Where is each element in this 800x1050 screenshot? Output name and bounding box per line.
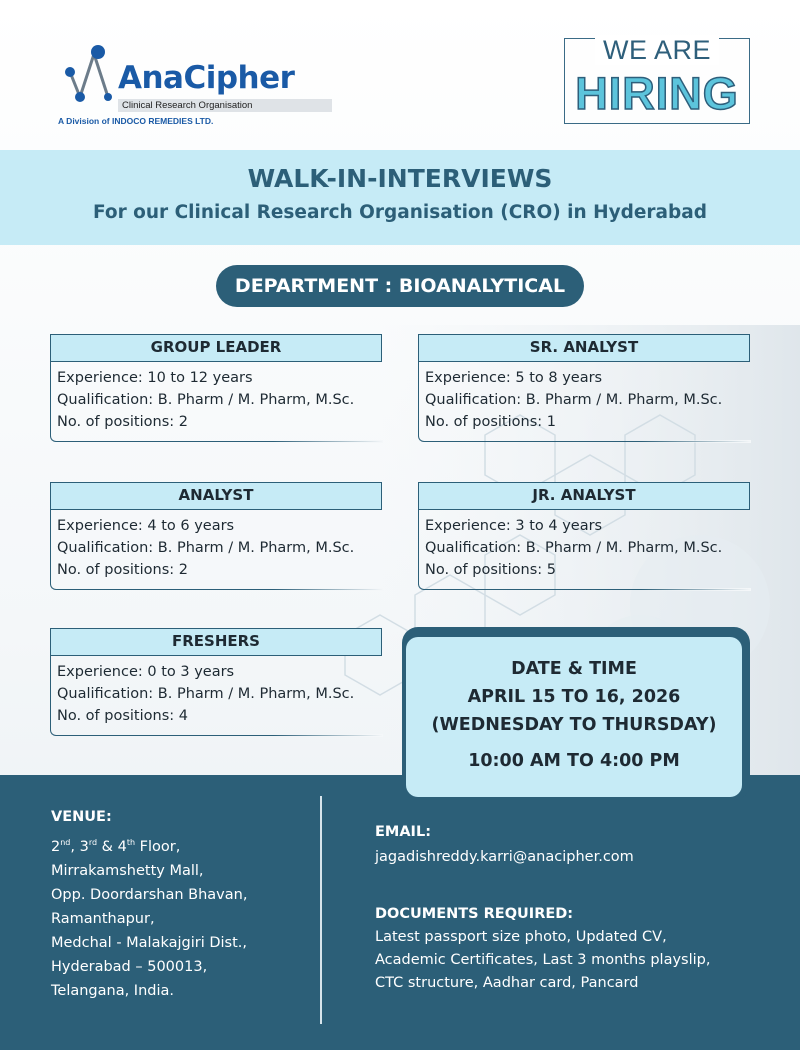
job-positions: No. of positions: 4: [57, 708, 188, 724]
headline-band: [0, 150, 800, 245]
documents-line: Latest passport size photo, Updated CV,: [375, 929, 667, 945]
job-details: [418, 362, 750, 442]
job-positions: No. of positions: 2: [57, 414, 188, 430]
job-title: GROUP LEADER: [50, 334, 382, 362]
brand-division: A Division of INDOCO REMEDIES LTD.: [58, 116, 214, 126]
date-days: (WEDNESDAY TO THURSDAY): [431, 715, 717, 735]
job-card-sr-analyst: [418, 334, 750, 442]
job-details: [418, 510, 750, 590]
venue-line: Telangana, India.: [51, 983, 174, 999]
brand-name: AnaCipher: [118, 60, 295, 96]
job-title: FRESHERS: [50, 628, 382, 656]
job-experience: Experience: 0 to 3 years: [57, 664, 235, 680]
documents-line: Academic Certificates, Last 3 months playslip,: [375, 952, 711, 968]
job-qualification: Qualification: B. Pharm / M. Pharm, M.Sc.: [57, 392, 355, 408]
job-experience: Experience: 4 to 6 years: [57, 518, 235, 534]
venue-line: Mirrakamshetty Mall,: [51, 863, 204, 879]
venue-line: Opp. Doordarshan Bhavan,: [51, 887, 248, 903]
date-time: 10:00 AM TO 4:00 PM: [468, 751, 680, 771]
venue-address: [51, 835, 247, 1003]
date-range: APRIL 15 TO 16, 2026: [467, 687, 681, 707]
job-details: [50, 656, 382, 736]
job-qualification: Qualification: B. Pharm / M. Pharm, M.Sc.: [57, 686, 355, 702]
footer-contact-section: [0, 775, 800, 1050]
job-card-jr-analyst: [418, 482, 750, 590]
footer-divider: [320, 796, 322, 1024]
department-pill: DEPARTMENT : BIOANALYTICAL: [216, 265, 584, 307]
job-positions: No. of positions: 1: [425, 414, 556, 430]
headline-subtitle: For our Clinical Research Organisation (CRO) in Hyderabad: [93, 202, 707, 223]
headline-title: WALK-IN-INTERVIEWS: [247, 164, 553, 193]
job-title: SR. ANALYST: [418, 334, 750, 362]
venue-line: Ramanthapur,: [51, 911, 155, 927]
job-title: ANALYST: [50, 482, 382, 510]
job-details: [50, 362, 382, 442]
job-card-analyst: [50, 482, 382, 590]
venue-line: Medchal - Malakajgiri Dist.,: [51, 935, 248, 951]
documents-line: CTC structure, Aadhar card, Pancard: [375, 975, 639, 991]
hiring-badge-top: WE ARE: [595, 35, 719, 65]
venue-line: Hyderabad – 500013,: [51, 959, 208, 975]
venue-label: VENUE:: [51, 809, 112, 825]
job-qualification: Qualification: B. Pharm / M. Pharm, M.Sc.: [425, 392, 723, 408]
email-label: EMAIL:: [375, 824, 431, 840]
job-card-group-leader: [50, 334, 382, 442]
company-logo: [58, 42, 295, 132]
brand-subtitle: Clinical Research Organisation: [118, 99, 332, 112]
job-positions: No. of positions: 5: [425, 562, 556, 578]
email-address[interactable]: jagadishreddy.karri@anacipher.com: [375, 849, 634, 865]
job-experience: Experience: 3 to 4 years: [425, 518, 603, 534]
job-experience: Experience: 5 to 8 years: [425, 370, 603, 386]
job-details: [50, 510, 382, 590]
job-experience: Experience: 10 to 12 years: [57, 370, 253, 386]
job-title: JR. ANALYST: [418, 482, 750, 510]
hiring-badge: [564, 35, 750, 124]
job-card-freshers: [50, 628, 382, 736]
job-qualification: Qualification: B. Pharm / M. Pharm, M.Sc.: [57, 540, 355, 556]
date-label: DATE & TIME: [511, 659, 637, 679]
venue-floors: 2nd, 3rd & 4th Floor,: [51, 838, 181, 855]
date-time-box: [406, 637, 742, 797]
job-qualification: Qualification: B. Pharm / M. Pharm, M.Sc.: [425, 540, 723, 556]
hiring-badge-main: HIRING: [575, 68, 739, 119]
documents-label: DOCUMENTS REQUIRED:: [375, 906, 574, 922]
job-positions: No. of positions: 2: [57, 562, 188, 578]
documents-list: [375, 926, 710, 995]
